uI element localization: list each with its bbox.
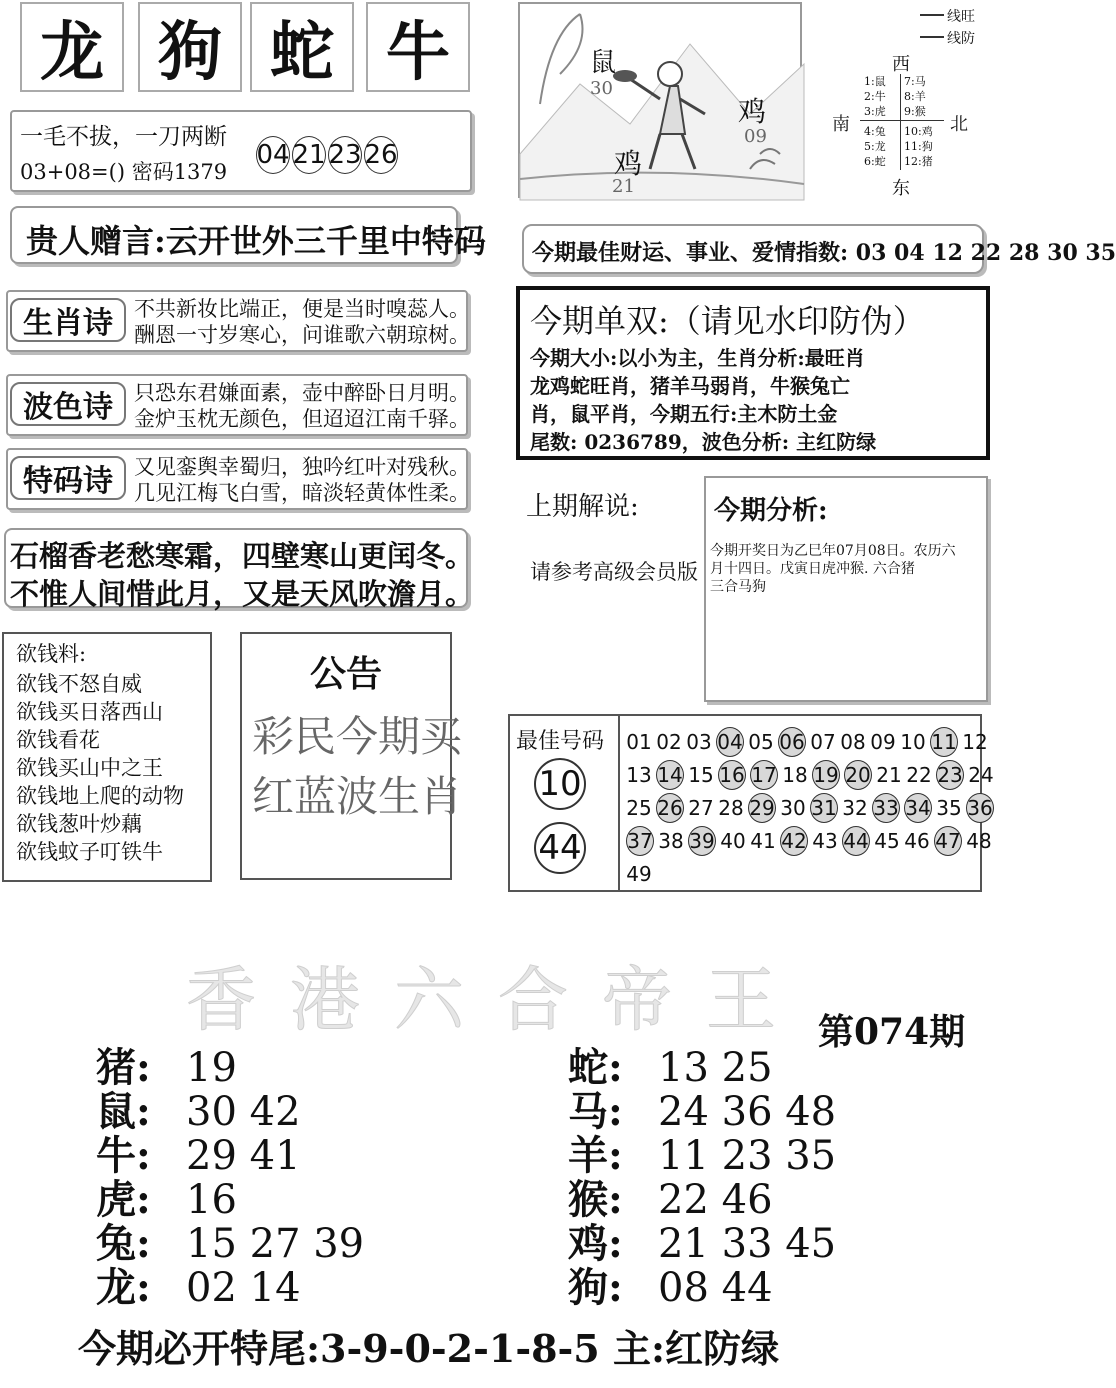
poem-line: 酬恩一寸岁寒心，问谁歌六朝琼树。 xyxy=(134,323,470,347)
compass-divider xyxy=(900,74,901,170)
zodiac-cell-1: 龙 xyxy=(20,2,124,92)
compass-east: 东 xyxy=(892,178,910,199)
notice-line: 红蓝波生肖 xyxy=(252,772,463,821)
danshuang-title: 今期单双:（请见水印防伪） xyxy=(530,302,925,340)
idiom-box xyxy=(10,110,472,192)
grid-number: 18 xyxy=(782,763,808,787)
grid-number: 09 xyxy=(870,730,896,754)
big-poem-box xyxy=(4,528,475,611)
circled-number: 39 xyxy=(688,826,716,856)
grid-number: 49 xyxy=(626,862,652,886)
poem-label-2: 波色诗 xyxy=(10,382,126,426)
grid-number: 38 xyxy=(658,829,684,853)
zodiac-row xyxy=(96,1134,364,1178)
money-item: 欲钱看花 xyxy=(16,728,100,752)
zodiac-row xyxy=(568,1178,836,1222)
notice-box xyxy=(240,632,463,880)
grid-number: 03 xyxy=(686,730,712,754)
grid-number: 30 xyxy=(780,796,806,820)
danshuang-line: 尾数: 0236789，波色分析: 主红防绿 xyxy=(530,430,877,454)
zodiac-values: 11 23 35 xyxy=(658,1133,837,1179)
last-period-title: 上期解说: xyxy=(526,492,639,522)
circled-number: 16 xyxy=(718,760,746,790)
notice-line: 彩民今期买 xyxy=(252,712,463,761)
danshuang-line: 肖，鼠平肖，今期五行:主木防土金 xyxy=(530,402,838,426)
poem-line: 只恐东君嫌面素，壶中醉卧日月明。 xyxy=(134,381,470,405)
legend-label: 线旺 xyxy=(947,9,975,25)
legend-line xyxy=(920,14,944,16)
compass-item: 9:猴 xyxy=(904,105,926,118)
grid-number: 15 xyxy=(688,763,714,787)
grid-number: 45 xyxy=(874,829,900,853)
grid-number: 12 xyxy=(962,730,988,754)
grid-number: 46 xyxy=(904,829,930,853)
circled-number: 19 xyxy=(812,760,840,790)
zodiac-key: 兔: xyxy=(96,1220,151,1267)
compass-divider xyxy=(860,120,944,121)
zodiac-cell-4: 牛 xyxy=(366,2,470,92)
zodiac-row xyxy=(96,1266,364,1310)
danshuang-line: 今期大小:以小为主，生肖分析:最旺肖 xyxy=(530,346,865,370)
grid-number: 05 xyxy=(748,730,774,754)
circled-number: 04 xyxy=(716,727,744,757)
zodiac-values: 16 xyxy=(186,1177,237,1223)
best-divider xyxy=(618,716,620,890)
circled-number: 11 xyxy=(930,727,958,757)
compass-item: 1:鼠 xyxy=(864,75,886,88)
zodiac-key: 羊: xyxy=(568,1132,623,1179)
grid-number: 21 xyxy=(876,763,902,787)
circled-number: 31 xyxy=(810,793,838,823)
zodiac-row xyxy=(568,1222,836,1266)
circled-number: 17 xyxy=(750,760,778,790)
analysis-line: 月十四日。戊寅日虎冲猴. 六合猪 xyxy=(710,561,915,577)
circled-number: 06 xyxy=(778,727,806,757)
zodiac-values: 08 44 xyxy=(658,1265,773,1311)
best-title: 最佳号码 xyxy=(516,729,605,754)
zodiac-cell-3: 蛇 xyxy=(250,2,354,92)
last-period-text: 请参考高级会员版 xyxy=(530,560,698,584)
zodiac-values: 19 xyxy=(186,1045,237,1091)
compass-item: 5:龙 xyxy=(864,140,886,153)
analysis-box xyxy=(704,476,988,702)
analysis-line: 三合马狗 xyxy=(710,579,766,595)
money-item: 欲钱买山中之王 xyxy=(16,756,163,780)
money-item: 欲钱不怒自威 xyxy=(16,672,142,696)
notice-title: 公告 xyxy=(309,653,382,695)
money-item: 欲钱买日落西山 xyxy=(16,700,163,724)
zodiac-values: 02 14 xyxy=(186,1265,301,1311)
best-numbers-box xyxy=(508,714,994,892)
grid-number: 48 xyxy=(966,829,992,853)
zodiac-key: 猴: xyxy=(568,1176,623,1223)
number-grid-row xyxy=(624,759,994,792)
zodiac-key: 虎: xyxy=(96,1176,151,1223)
zodiac-values: 21 33 45 xyxy=(658,1221,837,1267)
compass-item: 6:蛇 xyxy=(864,155,886,168)
illus-label-num: 30 xyxy=(590,78,613,99)
danshuang-line: 龙鸡蛇旺肖，猪羊马弱肖，牛猴兔亡 xyxy=(530,374,850,398)
zodiac-key: 龙: xyxy=(96,1264,151,1311)
zodiac-cell-2: 狗 xyxy=(138,2,242,92)
zodiac-key: 蛇: xyxy=(568,1044,623,1091)
money-item: 欲钱蚊子叮铁牛 xyxy=(16,840,163,864)
compass-item: 11:狗 xyxy=(904,140,933,153)
poem-line: 几见江梅飞白雪，暗淡轻黄体性柔。 xyxy=(134,481,470,505)
grid-number: 27 xyxy=(688,796,714,820)
grid-number: 28 xyxy=(718,796,744,820)
guiren-banner: 贵人赠言:云开世外三千里中特码 xyxy=(10,206,458,264)
brand-watermark: 香港六合帝王 xyxy=(186,959,810,1041)
poem-line: 又见銮舆幸蜀归，独吟红叶对残秋。 xyxy=(134,455,470,479)
compass-item: 3:虎 xyxy=(864,105,886,118)
legend-line xyxy=(920,36,944,38)
analysis-title: 今期分析: xyxy=(714,496,828,526)
zodiac-row xyxy=(96,1090,364,1134)
zodiac-values: 15 27 39 xyxy=(186,1221,365,1267)
legend-label: 线防 xyxy=(947,31,975,47)
poem-label-3: 特码诗 xyxy=(10,456,126,500)
period-number: 第074期 xyxy=(818,1011,966,1053)
compass-west: 西 xyxy=(892,54,910,75)
footer-special-tail: 今期必开特尾:3-9-0-2-1-8-5 主:红防绿 xyxy=(78,1326,779,1371)
zodiac-row xyxy=(96,1222,364,1266)
big-poem-line: 石榴香老愁寒霜，四壁寒山更闰冬。 xyxy=(10,539,475,573)
analysis-line: 今期开奖日为乙巳年07月08日。农历六 xyxy=(710,543,956,559)
big-poem-line: 不惟人间惜此月，又是天风吹澹月。 xyxy=(10,577,475,611)
idiom-line1: 一毛不拔，一刀两断 xyxy=(20,124,227,150)
zodiac-key: 马: xyxy=(568,1088,623,1135)
circled-number: 44 xyxy=(842,826,870,856)
grid-number: 35 xyxy=(936,796,962,820)
money-riddle-box xyxy=(2,632,212,882)
illus-label-name: 鸡 xyxy=(614,147,643,180)
zodiac-row xyxy=(568,1134,836,1178)
grid-number: 41 xyxy=(750,829,776,853)
grid-number: 25 xyxy=(626,796,652,820)
idiom-balls xyxy=(256,136,400,174)
zodiac-values: 24 36 48 xyxy=(658,1089,837,1135)
compass-item: 7:马 xyxy=(904,75,926,88)
idiom-ball: 21 xyxy=(292,136,326,174)
circled-number: 14 xyxy=(656,760,684,790)
grid-number: 22 xyxy=(906,763,932,787)
circled-number: 36 xyxy=(966,793,994,823)
circled-number: 23 xyxy=(936,760,964,790)
zodiac-row xyxy=(568,1090,836,1134)
grid-number: 01 xyxy=(626,730,652,754)
best-pick-ball: 44 xyxy=(534,822,586,874)
compass-item: 12:猪 xyxy=(904,155,933,168)
compass-north: 北 xyxy=(950,114,968,135)
zodiac-values: 13 25 xyxy=(658,1045,773,1091)
idiom-line2: 03+08=() 密码1379 xyxy=(20,160,228,184)
illus-label-num: 21 xyxy=(612,176,635,197)
grid-number: 10 xyxy=(900,730,926,754)
illus-label-name: 鼠 xyxy=(590,48,617,78)
zodiac-key: 鼠: xyxy=(96,1088,151,1135)
zodiac-row xyxy=(568,1266,836,1310)
zodiac-row xyxy=(568,1046,836,1090)
circled-number: 26 xyxy=(656,793,684,823)
zodiac-list-right xyxy=(568,1046,836,1310)
best-pick-ball: 10 xyxy=(534,758,586,810)
money-item: 欲钱葱叶炒藕 xyxy=(16,812,142,836)
grid-number: 02 xyxy=(656,730,682,754)
poem-line: 金炉玉枕无颜色，但迢迢江南千驿。 xyxy=(134,407,470,431)
circled-number: 29 xyxy=(748,793,776,823)
danshuang-box xyxy=(516,286,990,460)
illus-label-name: 鸡 xyxy=(738,95,767,128)
money-title: 欲钱料: xyxy=(16,642,87,666)
idiom-ball: 26 xyxy=(364,136,398,174)
zodiac-key: 鸡: xyxy=(568,1220,623,1267)
compass-item: 10:鸡 xyxy=(904,125,933,138)
number-grid-row xyxy=(624,825,992,858)
circled-number: 20 xyxy=(844,760,872,790)
zodiac-values: 29 41 xyxy=(186,1133,301,1179)
illustration-panel xyxy=(518,2,802,198)
zodiac-values: 30 42 xyxy=(186,1089,301,1135)
circled-number: 47 xyxy=(934,826,962,856)
grid-number: 24 xyxy=(968,763,994,787)
compass-south: 南 xyxy=(832,114,850,135)
zodiac-key: 牛: xyxy=(96,1132,151,1179)
circled-number: 33 xyxy=(872,793,900,823)
poem-line: 不共新妆比端正，便是当时嗅蕊人。 xyxy=(134,297,470,321)
zodiac-list-left xyxy=(96,1046,364,1310)
grid-number: 40 xyxy=(720,829,746,853)
grid-number: 13 xyxy=(626,763,652,787)
compass-item: 2:牛 xyxy=(864,90,886,103)
idiom-ball: 23 xyxy=(328,136,362,174)
grid-number: 43 xyxy=(812,829,838,853)
grid-number: 08 xyxy=(840,730,866,754)
illus-label-num: 09 xyxy=(744,126,767,147)
zodiac-row xyxy=(96,1178,364,1222)
fortune-index-bar: 今期最佳财运、事业、爱情指数: 03 04 12 22 28 30 35 xyxy=(522,224,984,274)
compass-item: 4:兔 xyxy=(864,125,886,138)
compass-grid xyxy=(860,74,944,170)
number-grid-row xyxy=(624,792,993,825)
number-grid-row xyxy=(624,858,980,891)
zodiac-values: 22 46 xyxy=(658,1177,773,1223)
money-item: 欲钱地上爬的动物 xyxy=(16,784,184,808)
compass-item: 8:羊 xyxy=(904,90,926,103)
grid-number: 07 xyxy=(810,730,836,754)
circled-number: 34 xyxy=(904,793,932,823)
number-grid xyxy=(624,726,994,891)
zodiac-row xyxy=(96,1046,364,1090)
circled-number: 42 xyxy=(780,826,808,856)
grid-number: 32 xyxy=(842,796,868,820)
zodiac-key: 猪: xyxy=(96,1044,151,1091)
number-grid-row xyxy=(624,726,988,759)
idiom-ball: 04 xyxy=(256,136,290,174)
circled-number: 37 xyxy=(626,826,654,856)
poem-label-1: 生肖诗 xyxy=(10,298,126,342)
zodiac-key: 狗: xyxy=(568,1264,623,1311)
